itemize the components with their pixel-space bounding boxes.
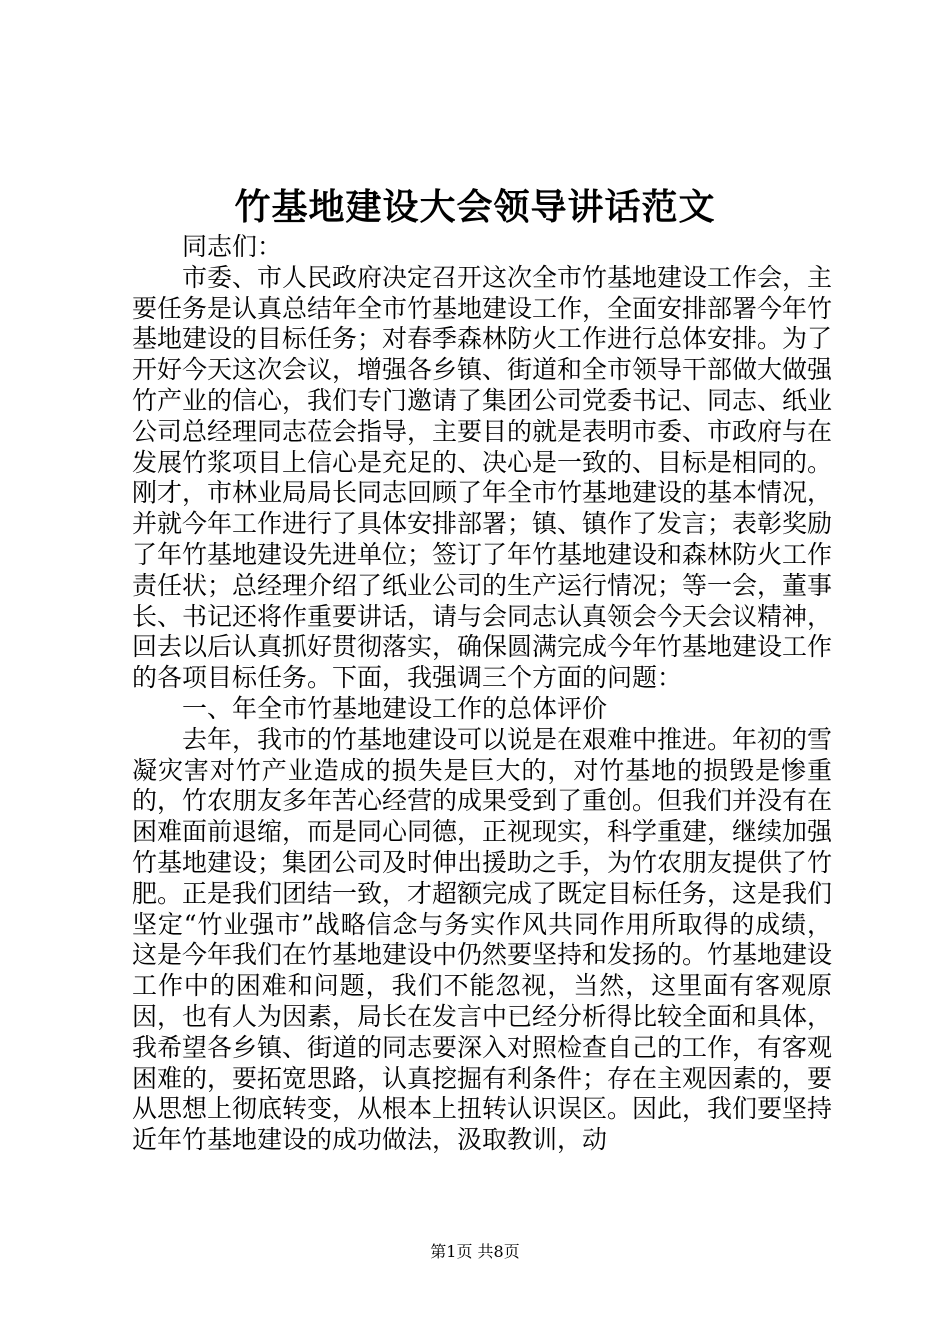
intro-paragraph: 市委、市人民政府决定召开这次全市竹基地建设工作会，主要任务是认真总结年全市竹基地建设工作，全面安排部署今年竹基地建设的目标任务；对春季森林防火工作进行总体安排。为了开好今天这次会议，增强各乡镇、街道和全市领导干部做大做强竹产业的信心，我们专门邀请了集团公司党委书记、同志、纸业公司总经理同志莅会指导，主要目的就是表明市委、市政府与在发展竹浆项目上信心是充足的、决心是一致的、目标是相同的。刚才，市林业局局长同志回顾了年全市竹基地建设的基本情况，并就今年工作进行了具体安排部署；镇、镇作了发言；表彰奖励了年竹基地建设先进单位；签订了年竹基地建设和森林防火工作责任状；总经理介绍了纸业公司的生产运行情况；等一会，董事长、书记还将作重要讲话，请与会同志认真领会今天会议精神，回去以后认真抓好贯彻落实，确保圆满完成今年竹基地建设工作的各项目标任务。下面，我强调三个方面的问题：: [132, 262, 833, 693]
page-footer: 第1页 共8页: [430, 1242, 520, 1261]
section-paragraph: 去年，我市的竹基地建设可以说是在艰难中推进。年初的雪凝灾害对竹产业造成的损失是巨大的，对竹基地的损毁是惨重的，竹农朋友多年苦心经营的成果受到了重创。但我们并没有在困难面前退缩，而是同心同德，正视现实，科学重建，继续加强竹基地建设；集团公司及时伸出援助之手，为竹农朋友提供了竹肥。正是我们团结一致，才超额完成了既定目标任务，这是我们坚定“竹业强市”战略信念与务实作风共同作用所取得的成绩，这是今年我们在竹基地建设中仍然要坚持和发扬的。竹基地建设工作中的困难和问题，我们不能忽视，当然，这里面有客观原因，也有人为因素，局长在发言中已经分析得比较全面和具体，我希望各乡镇、街道的同志要深入对照检查自己的工作，有客观困难的，要拓宽思路，认真挖掘有利条件；存在主观因素的，要从思想上彻底转变，从根本上扭转认识误区。因此，我们要坚持近年竹基地建设的成功做法，汲取教训，动: [132, 724, 833, 1155]
salutation-paragraph: 同志们：: [182, 232, 283, 261]
document-title: 竹基地建设大会领导讲话范文: [234, 186, 716, 228]
document-body: [132, 232, 832, 1156]
section-heading: 一、年全市竹基地建设工作的总体评价: [182, 693, 608, 723]
